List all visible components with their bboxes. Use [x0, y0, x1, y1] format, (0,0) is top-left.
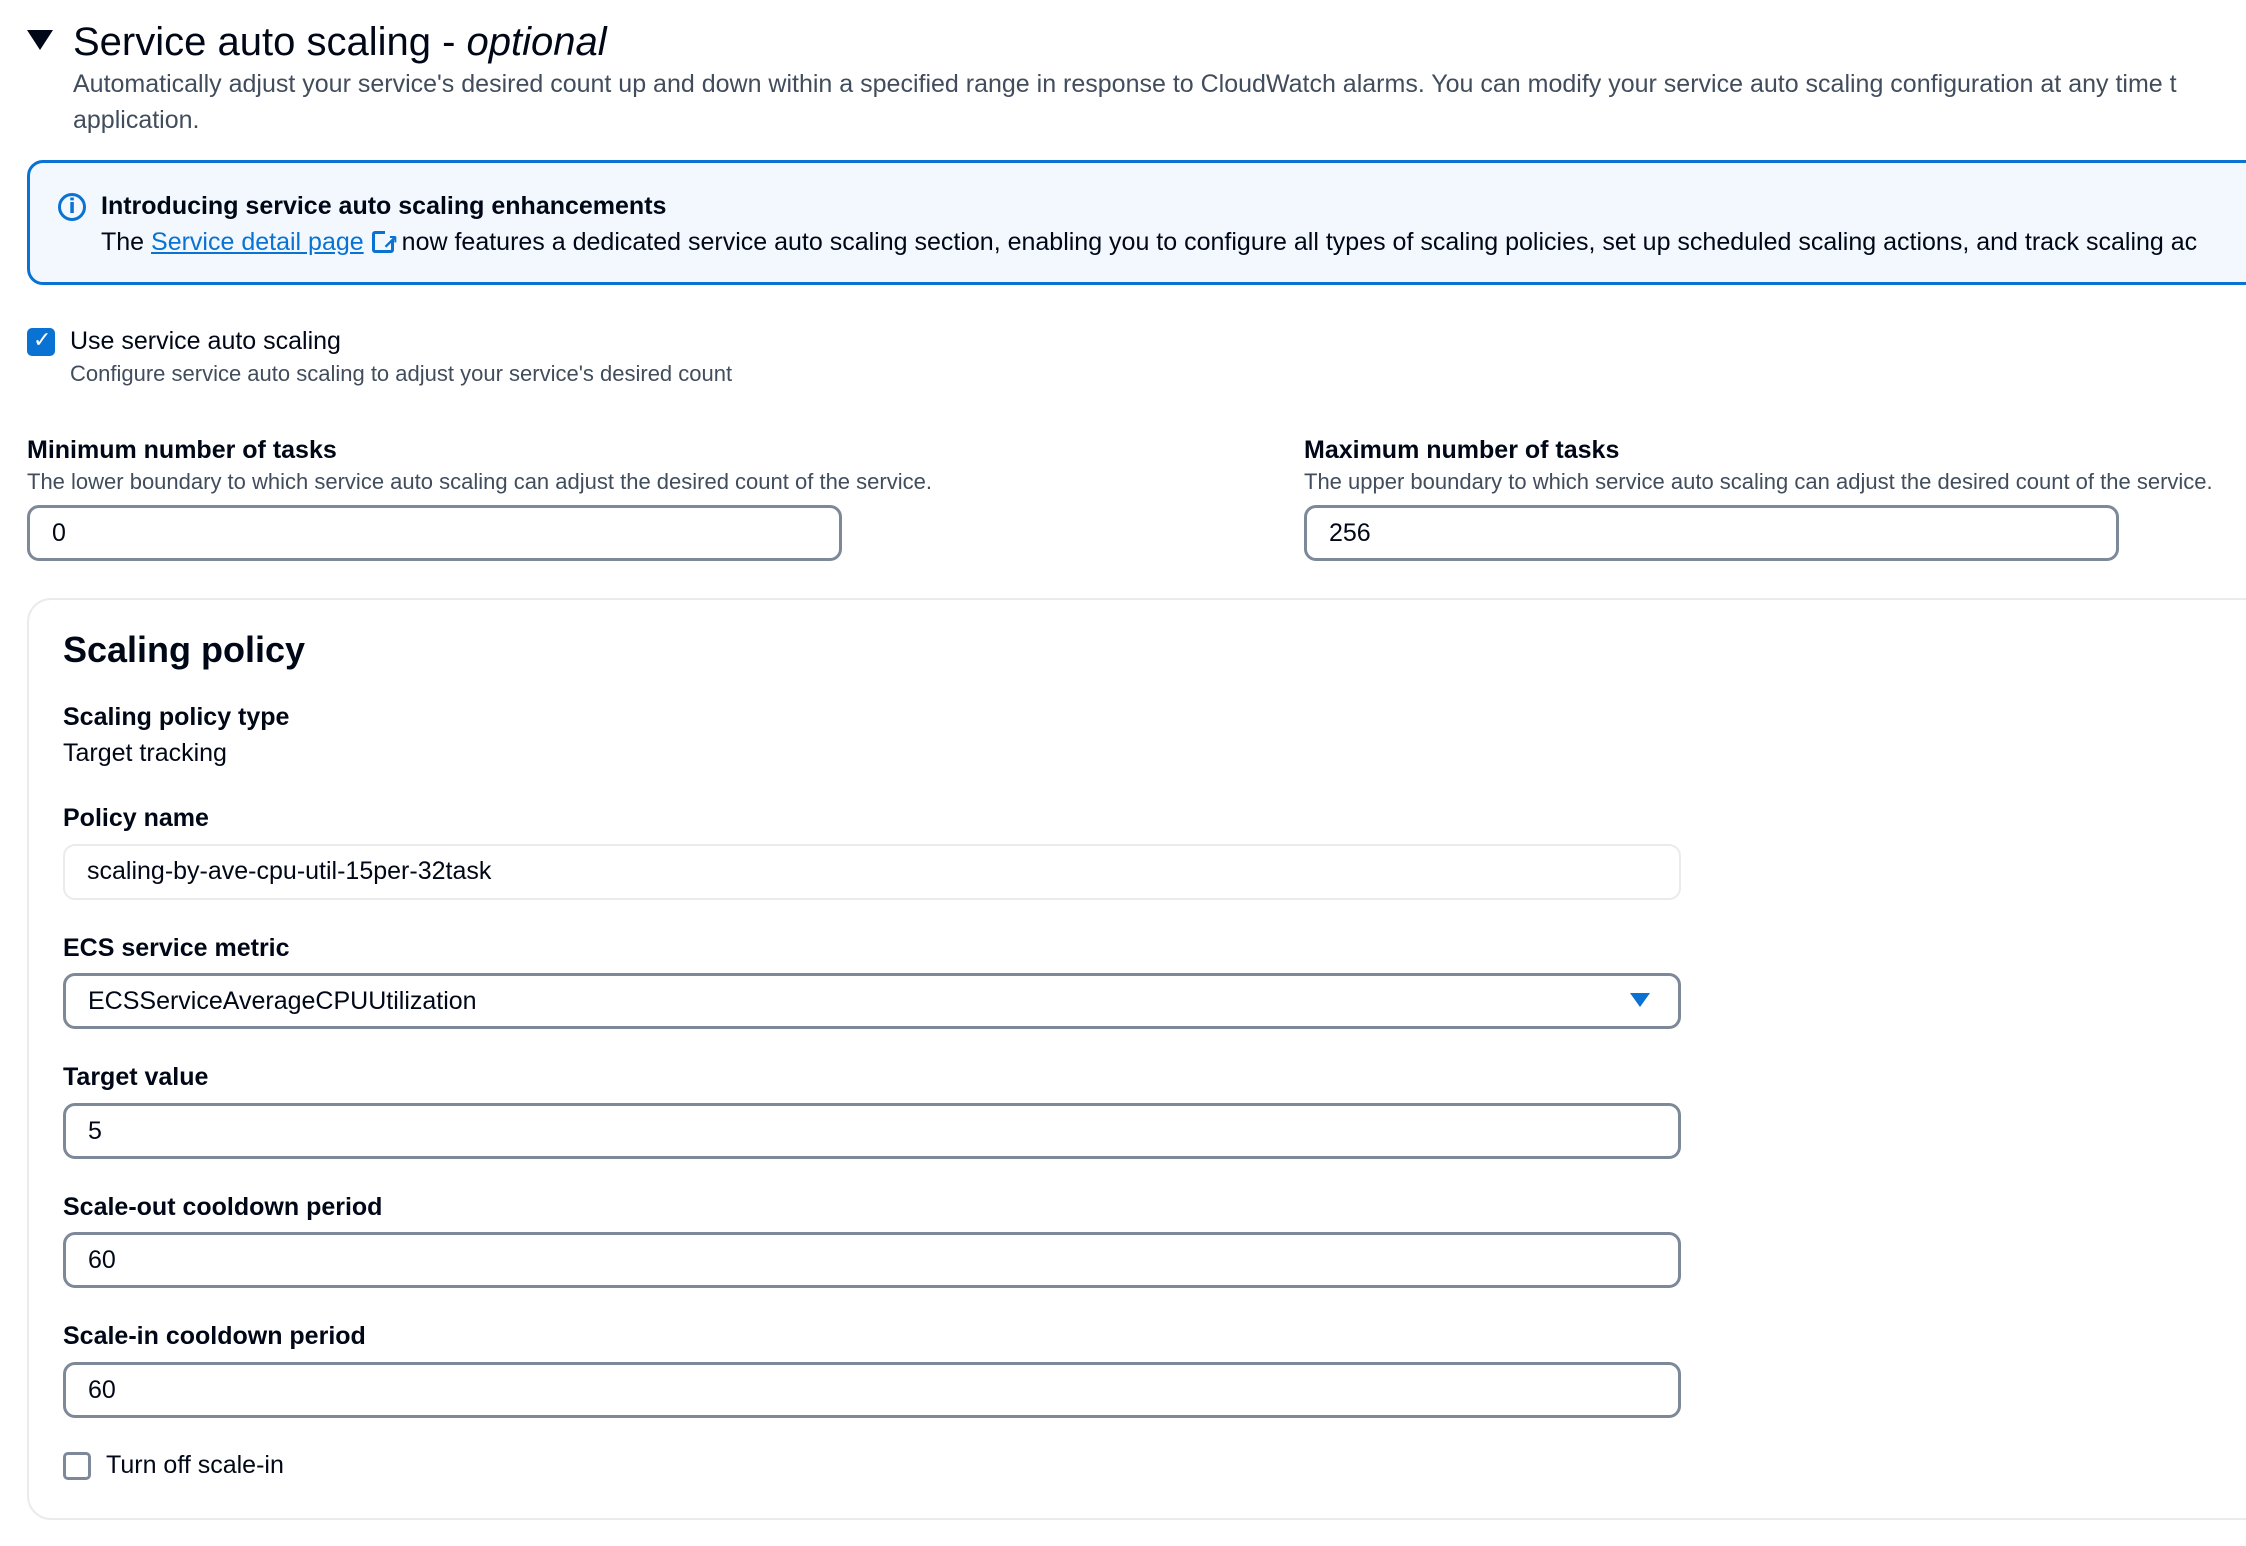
scaling-policy-type-value: Target tracking — [63, 739, 227, 767]
min-tasks-input[interactable]: 0 — [27, 505, 842, 561]
info-alert-body — [101, 224, 2197, 260]
info-icon — [58, 193, 86, 221]
info-body-suffix: now features a dedicated service auto scaling section, enabling you to configure all types of scaling policies, set up scheduled scaling actions, and track scaling ac — [401, 228, 2198, 256]
min-tasks-description: The lower boundary to which service auto scaling can adjust the desired count of the service. — [27, 469, 932, 494]
section-title[interactable] — [73, 16, 607, 68]
service-detail-page-link[interactable]: Service detail page — [151, 228, 364, 256]
scale-in-cooldown-input[interactable]: 60 — [63, 1362, 1681, 1418]
info-body-prefix: The — [101, 228, 152, 256]
section-title-optional: optional — [466, 20, 607, 64]
use-auto-scaling-description: Configure service auto scaling to adjust your service's desired count — [70, 361, 733, 386]
max-tasks-description: The upper boundary to which service auto scaling can adjust the desired count of the service. — [1304, 469, 2213, 494]
policy-name-label: Policy name — [63, 804, 209, 832]
info-alert-title: Introducing service auto scaling enhancements — [101, 192, 667, 220]
scale-in-cooldown-label: Scale-in cooldown period — [63, 1322, 366, 1350]
caret-down-icon[interactable] — [27, 30, 53, 50]
section-title-text: Service auto scaling - — [73, 20, 467, 64]
section-description-line2: application. — [73, 106, 200, 134]
target-value-label: Target value — [63, 1063, 209, 1091]
max-tasks-label: Maximum number of tasks — [1304, 436, 1620, 464]
policy-name-input[interactable]: scaling-by-ave-cpu-util-15per-32task — [63, 844, 1681, 900]
scale-out-cooldown-label: Scale-out cooldown period — [63, 1193, 383, 1221]
ecs-service-metric-label: ECS service metric — [63, 934, 290, 962]
ecs-service-metric-select[interactable] — [63, 973, 1681, 1029]
max-tasks-input[interactable]: 256 — [1304, 505, 2119, 561]
scale-out-cooldown-input[interactable]: 60 — [63, 1232, 1681, 1288]
ecs-service-metric-value: ECSServiceAverageCPUUtilization — [88, 987, 477, 1015]
external-link-icon[interactable] — [372, 231, 394, 253]
target-value-input[interactable]: 5 — [63, 1103, 1681, 1159]
turn-off-scale-in-checkbox[interactable] — [63, 1452, 91, 1480]
section-description-line1: Automatically adjust your service's desired count up and down within a specified range in response to CloudWatch alarms. You can modify your service auto scaling configuration at any time t — [73, 70, 2177, 98]
scaling-policy-title: Scaling policy — [63, 629, 306, 670]
use-auto-scaling-checkbox[interactable] — [27, 328, 55, 356]
scaling-policy-type-label: Scaling policy type — [63, 703, 290, 731]
min-tasks-label: Minimum number of tasks — [27, 436, 337, 464]
use-auto-scaling-label[interactable]: Use service auto scaling — [70, 327, 341, 355]
turn-off-scale-in-label[interactable]: Turn off scale-in — [106, 1451, 284, 1479]
dropdown-arrow-icon[interactable] — [1630, 993, 1650, 1007]
